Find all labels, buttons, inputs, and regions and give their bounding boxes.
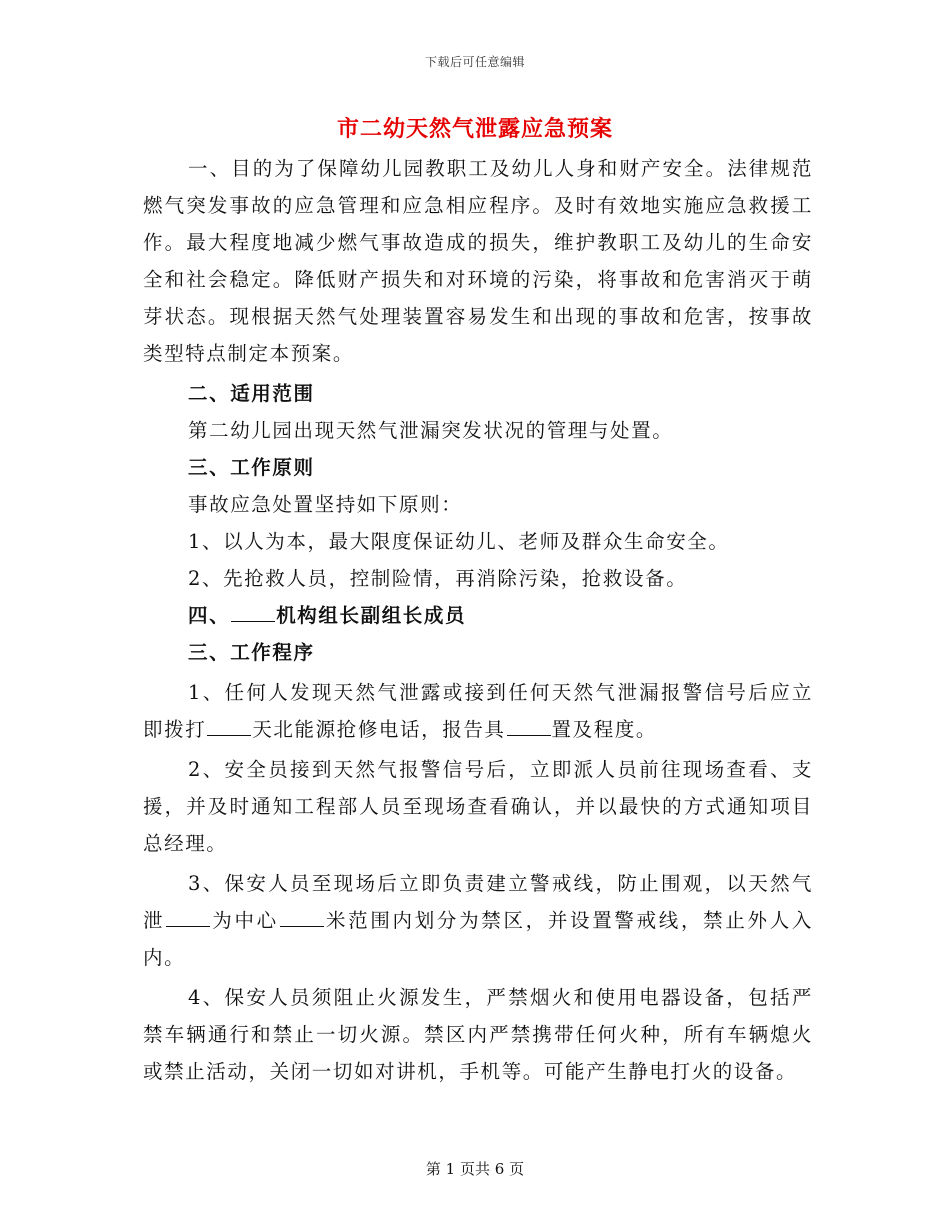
- procedure-item-1: [143, 674, 813, 748]
- page-footer: 第 1 页共 6 页: [425, 1160, 525, 1178]
- blank-line: [166, 907, 210, 927]
- procedure-item-3: [143, 865, 813, 976]
- procedure-item-1-part-c: 置及程度。: [551, 718, 658, 741]
- heading-organization-prefix: 四、: [188, 604, 231, 627]
- procedure-item-4: 4、保安人员须阻止火源发生，严禁烟火和使用电器设备，包括严禁车辆通行和禁止一切火源。禁区内严禁携带任何火种，所有车辆熄火或禁止活动，关闭一切如对讲机，手机等。可能产生静电打火的设备。: [143, 986, 813, 1083]
- blank-line: [507, 716, 551, 736]
- blank-line: [231, 602, 275, 622]
- blank-line: [280, 907, 324, 927]
- paragraph-principles-intro: 事故应急处置坚持如下原则：: [188, 493, 463, 516]
- paragraph-purpose: 一、目的为了保障幼儿园教职工及幼儿人身和财产安全。法律规范燃气突发事故的应急管理和应急相应程序。及时有效地实施应急救援工作。最大程度地减少燃气事故造成的损失，维护教职工及幼儿的生命安全和社会稳定。降低财产损失和对环境的污染，将事故和危害消灭于萌芽状态。现根据天然气处理装置容易发生和出现的事故和危害，按事故类型特点制定本预案。: [143, 157, 813, 365]
- procedure-item-2: 2、安全员接到天然气报警信号后，立即派人员前往现场查看、支援，并及时通知工程部人员至现场查看确认，并以最快的方式通知项目总经理。: [143, 758, 813, 855]
- document-body: [143, 150, 813, 1090]
- principle-item-1: 1、以人为本，最大限度保证幼儿、老师及群众生命安全。: [188, 530, 730, 553]
- procedure-item-3-part-a: 3、保安人员至现场后立即负责建立警戒线，防止围观，以天然气泄: [143, 872, 813, 932]
- heading-principles: 三、工作原则: [188, 456, 315, 479]
- heading-procedure: 三、工作程序: [188, 641, 315, 664]
- blank-line: [207, 716, 251, 736]
- procedure-item-3-part-c: 米范围内划分为禁区，并设置警戒线，禁止外人入内。: [143, 909, 813, 969]
- paragraph-scope: 第二幼儿园出现天然气泄漏突发状况的管理与处置。: [188, 419, 674, 442]
- procedure-item-1-part-b: 天北能源抢修电话，报告具: [252, 718, 506, 741]
- document-title: 市二幼天然气泄露应急预案: [336, 116, 613, 142]
- heading-organization-text: 机构组长副组长成员: [276, 604, 467, 627]
- principle-item-2: 2、先抢救人员，控制险情，再消除污染，抢救设备。: [188, 567, 688, 590]
- heading-scope: 二、适用范围: [188, 382, 315, 405]
- procedure-item-3-part-b: 为中心: [211, 909, 279, 932]
- heading-organization: [143, 597, 813, 634]
- procedure-item-1-part-a: 1、任何人发现天然气泄露或接到任何天然气泄漏报警信号后应立即拨打: [143, 681, 813, 741]
- header-note: 下载后可任意编辑: [424, 55, 525, 69]
